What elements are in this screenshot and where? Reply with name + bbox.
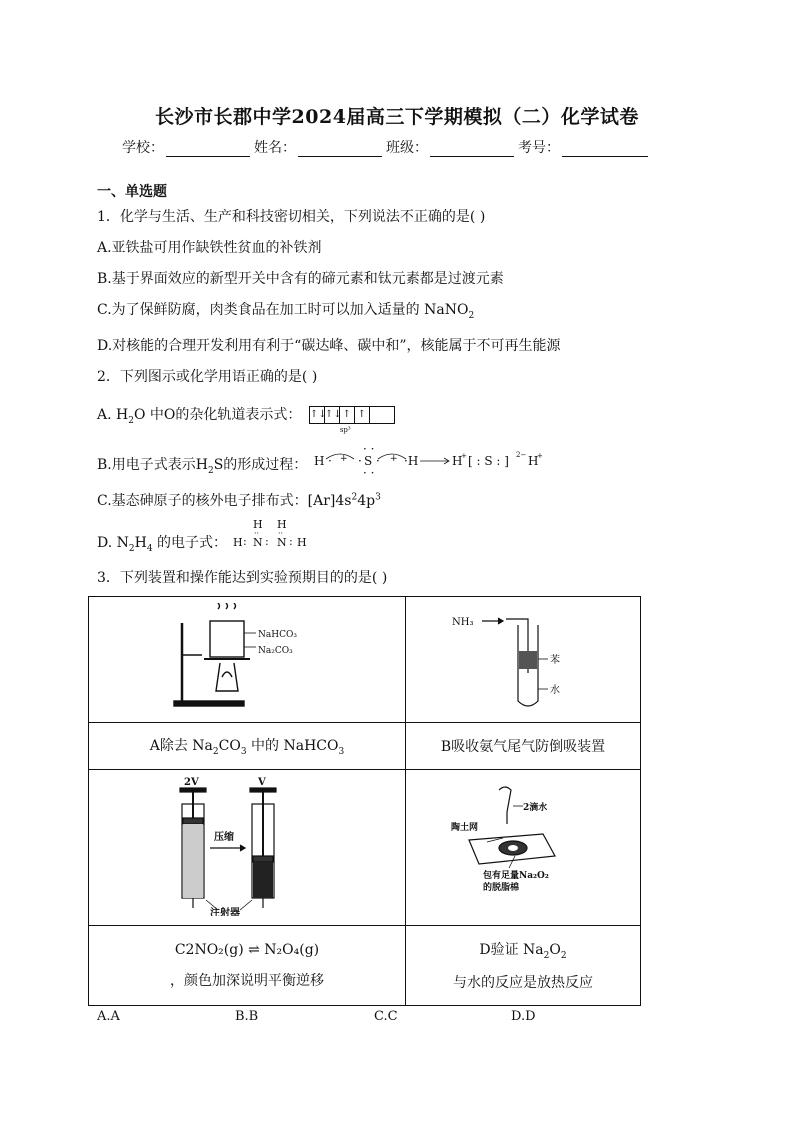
fig-b-nh3: NH₃ [452,616,474,628]
q3-answer-d[interactable]: D.D [511,1009,536,1024]
exam-number-blank[interactable] [562,142,648,157]
svg-text:S: S [363,454,372,468]
fig-a-label-1: NaHCO₃ [258,629,297,640]
svg-text:·: · [357,454,362,468]
svg-text:H: H [451,454,463,468]
q1-option-a: A.亚铁盐可用作缺铁性贫血的补铁剂 [97,240,322,256]
exam-number-label: 考号： [518,140,560,156]
cell-a-label: A除去 $Na_2CO_3$ 中的 NaHCO$_3$ [89,723,406,770]
cell-d-figure [406,770,641,926]
orbital-diagram: ↑↓ ↑↓ ↑ ↑ sp³ [310,406,395,424]
q3-apparatus-table [88,596,641,1006]
q1-stem: 1．化学与生活、生产和科技密切相关，下列说法不正确的是( ) [97,209,486,225]
fig-c-2v: 2V [184,776,199,788]
svg-text:· ·: · · [362,466,375,477]
fig-d-water: 2滴水 [523,802,548,813]
q1-option-b: B.基于界面效应的新型开关中含有的碲元素和钛元素都是过渡元素 [97,271,504,287]
q2-option-a: A. $H_2O$ 中O的杂化轨道表示式： ↑↓ ↑↓ ↑ ↑ sp³ [97,404,395,426]
svg-text:+: + [460,452,467,460]
fig-d-cotton-1: 包有足量Na₂O₂ [483,870,549,881]
cell-b-label: B吸收氨气尾气防倒吸装置 [406,723,641,770]
svg-text:··: ·· [278,529,284,538]
q3-answer-a[interactable]: A.A [97,1009,120,1024]
svg-text:·H: ·H [403,454,419,468]
name-blank[interactable] [298,142,382,157]
svg-text:·: · [375,454,380,468]
q1-option-d: D.对核能的合理开发利用有利于“碳达峰、碳中和”，核能属于不可再生能源 [97,338,561,354]
q2-option-c: C.基态砷原子的核外电子排布式：$[Ar]4s^24p^3$ [97,492,381,509]
school-label: 学校： [122,140,164,156]
fig-b-water: 水 [550,684,560,696]
fig-a-label-2: Na₂CO₃ [258,645,293,656]
q3-stem: 3．下列装置和操作能达到实验预期目的的是( ) [97,570,388,586]
q1-option-c: C.为了保鲜防腐，肉类食品在加工时可以加入适量的 NaNO$_2$ [97,302,475,321]
svg-text:[ : S : ]: [ : S : ] [467,454,509,468]
syringe-compression-figure [162,776,332,916]
q3-answer-c[interactable]: C.C [374,1009,398,1024]
svg-text::: : [265,535,270,548]
fig-c-v: V [258,776,266,788]
electron-formula-diagram [312,447,562,477]
svg-text::: : [243,535,248,548]
cell-c-label: C2NO₂(g) ⇌ N₂O₄(g) ，颜色加深说明平衡逆移 [89,926,406,1006]
svg-text::: : [289,535,294,548]
svg-text:H: H [277,518,288,531]
fig-d-net: 陶土网 [451,822,479,833]
svg-text:H: H [297,536,308,549]
fig-c-syringe: 注射器 [210,907,240,916]
class-blank[interactable] [430,142,514,157]
svg-text:H: H [313,454,325,468]
cell-a-figure [89,597,406,723]
svg-text:+: + [389,454,398,464]
fig-b-benzene: 苯 [550,654,560,666]
cell-d-label: D验证 $Na_2O_2$ 与水的反应是放热反应 [406,926,641,1006]
svg-text:+: + [536,452,543,460]
orbital-label: sp³ [339,426,351,434]
heating-apparatus-figure [162,603,332,713]
svg-text:N: N [277,536,288,549]
n2h4-electron-formula [231,518,311,552]
q2-stem: 2．下列图示或化学用语正确的是( ) [97,369,318,385]
cell-c-figure [89,770,406,926]
fig-d-cotton-2: 的脱脂棉 [483,882,520,893]
ammonia-absorption-figure [448,603,598,713]
cell-b-figure [406,597,641,723]
svg-text:H: H [527,454,539,468]
svg-text:2−: 2− [515,451,527,459]
q2-option-b: B.用电子式表示$H_2S$的形成过程： H · + · S · · · · · + ·H H + [ : S : ] 2− H + [97,453,562,477]
svg-text:··: ·· [254,529,260,538]
section-title: 一、单选题 [97,184,167,200]
page-title: 长沙市长郡中学2024届高三下学期模拟（二）化学试卷 [155,106,639,128]
class-label: 班级： [386,140,428,156]
svg-text:· ·: · · [362,447,375,456]
svg-text:N: N [253,536,264,549]
student-info-row [122,137,652,157]
q2-option-d: D. $N_2H_4$ 的电子式： H H ·· ·· H : N : N : H [97,532,311,554]
school-blank[interactable] [166,142,250,157]
sodium-peroxide-figure [443,776,603,916]
fig-c-compress: 压缩 [214,831,234,843]
svg-text:H: H [253,518,264,531]
svg-text:H: H [233,536,244,549]
q3-answer-b[interactable]: B.B [235,1009,259,1024]
svg-text:+: + [339,454,348,464]
svg-text:·: · [327,454,332,468]
name-label: 姓名： [254,140,296,156]
